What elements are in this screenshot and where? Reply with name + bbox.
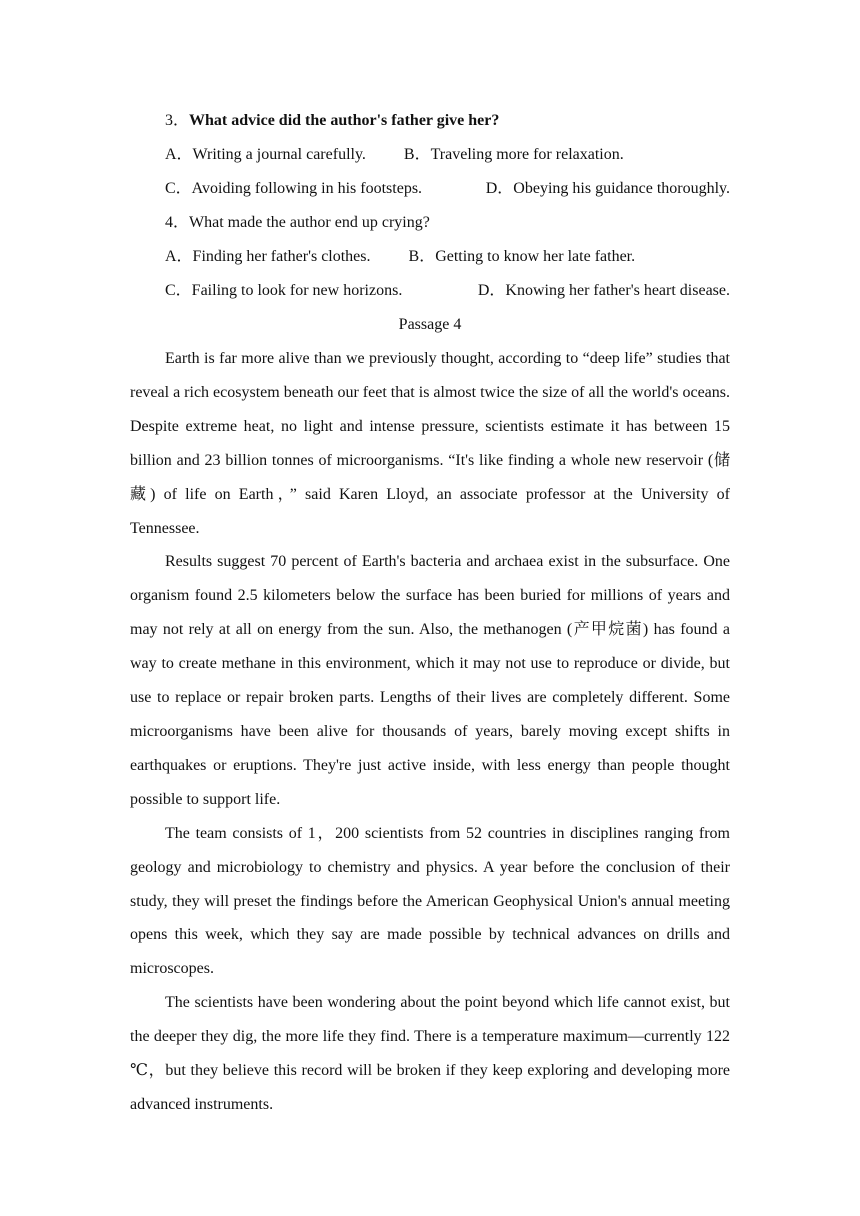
question-4 (130, 206, 730, 240)
question-3-option-a: A．Writing a journal carefully. (165, 146, 366, 163)
question-3-option-d: D．Obeying his guidance thoroughly. (485, 180, 730, 197)
question-3-option-c: C．Avoiding following in his footsteps. (165, 180, 423, 197)
question-3 (130, 104, 730, 138)
document-page (130, 104, 730, 1122)
passage-title: Passage 4 (398, 316, 462, 333)
question-3-option-b: B．Traveling more for relaxation. (403, 146, 624, 163)
question-4-number: 4． (165, 214, 190, 231)
question-4-option-d: D．Knowing her father's heart disease. (477, 282, 730, 299)
question-4-option-a: A．Finding her father's clothes. (165, 248, 371, 265)
question-3-text: What advice did the author's father give her? (189, 112, 500, 129)
passage-paragraph-1: Earth is far more alive than we previously thought, according to “deep life” studies that reveal a rich ecosystem beneath our feet that is almost twice the size of all the world's oceans. Despite extreme heat, no light and intense pressure, scientists estimate it has between 15 billion and 23 billion tonnes of microorganisms. “It's like finding a whole new reservoir (储藏) of life on Earth，” said Karen Lloyd, an associate professor at the University of Tennessee. (130, 350, 730, 537)
question-4-options-row-2 (130, 274, 730, 308)
question-3-number: 3． (165, 112, 190, 129)
question-3-options-row-2 (130, 172, 730, 206)
passage-paragraph-2: Results suggest 70 percent of Earth's bacteria and archaea exist in the subsurface. One organism found 2.5 kilometers below the surface has been buried for millions of years and may not rely at all on energy from the sun. Also, the methanogen (产甲烷菌) has found a way to create methane in this environment, which it may not use to reproduce or divide, but use to replace or repair broken parts. Lengths of their lives are completely different. Some microorganisms have been alive for thousands of years, barely moving except shifts in earthquakes or eruptions. They're just active inside, with less energy than people thought possible to support life. (130, 553, 730, 808)
question-4-option-b: B．Getting to know her late father. (408, 248, 636, 265)
question-4-option-c: C．Failing to look for new horizons. (165, 282, 403, 299)
passage-paragraph-3: The team consists of 1，200 scientists from 52 countries in disciplines ranging from geology and microbiology to chemistry and physics. A year before the conclusion of their study, they will preset the findings before the American Geophysical Union's annual meeting opens this week, which they say are made possible by technical advances on drills and microscopes. (130, 824, 730, 978)
question-3-options-row-1 (130, 138, 730, 172)
question-4-text: What made the author end up crying? (189, 214, 430, 231)
question-4-options-row-1 (130, 240, 730, 274)
passage-paragraph-4: The scientists have been wondering about the point beyond which life cannot exist, but the deeper they dig, the more life they find. There is a temperature maximum—currently 122 ℃，but they believe this record will be broken if they keep exploring and developing more advanced instruments. (130, 994, 730, 1113)
